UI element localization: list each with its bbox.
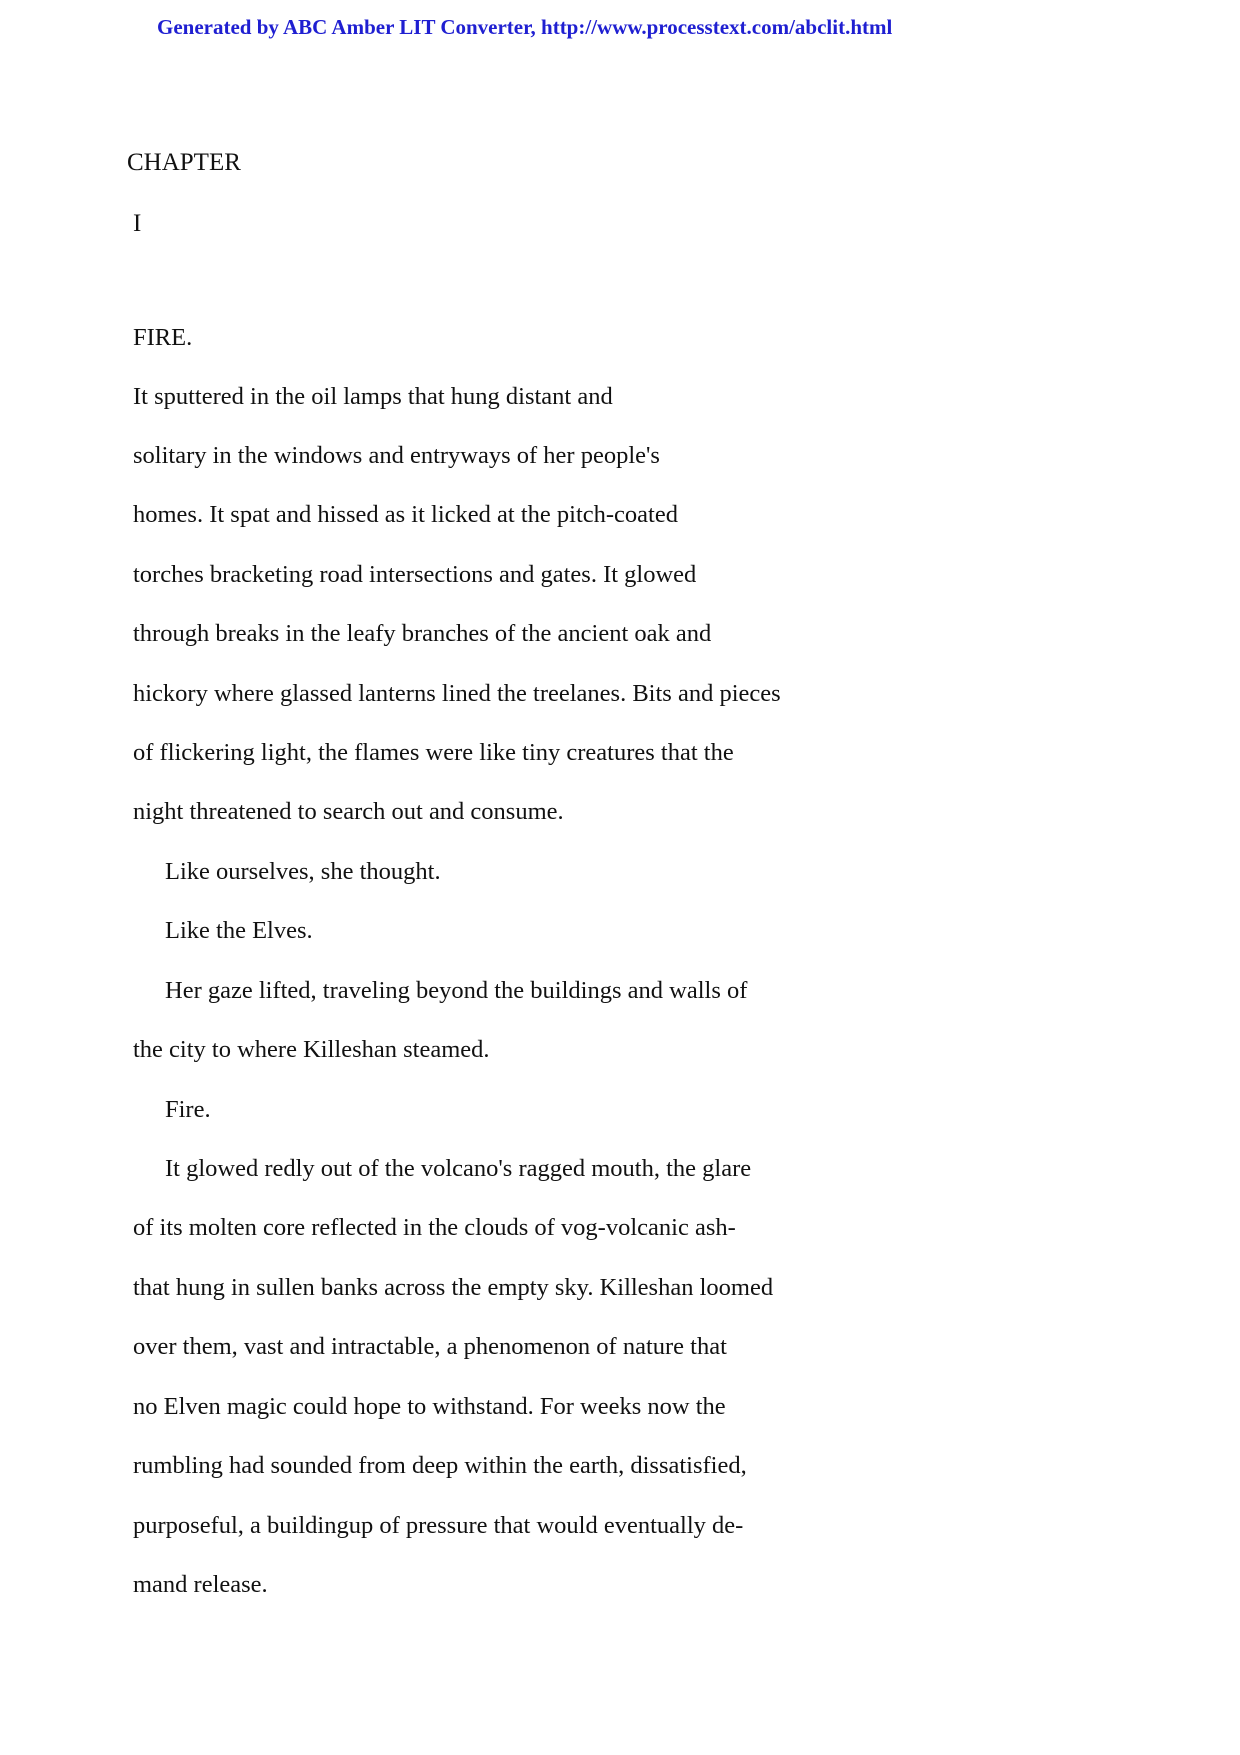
text-line: Fire. [165,1096,211,1123]
text-line: hickory where glassed lanterns lined the treelanes. Bits and pieces [133,680,781,707]
text-line: of its molten core reflected in the clouds of vog-volcanic ash- [133,1214,736,1241]
text-line: the city to where Killeshan steamed. [133,1036,490,1063]
text-line: Her gaze lifted, traveling beyond the buildings and walls of [165,977,748,1004]
text-line: that hung in sullen banks across the empty sky. Killeshan loomed [133,1274,774,1301]
converter-banner[interactable]: Generated by ABC Amber LIT Converter, http://www.processtext.com/abclit.html [157,15,893,39]
text-line: It glowed redly out of the volcano's ragged mouth, the glare [165,1155,752,1182]
text-line: of flickering light, the flames were like tiny creatures that the [133,739,734,766]
text-line: FIRE. [133,324,193,351]
text-line: no Elven magic could hope to withstand. For weeks now the [133,1393,726,1420]
text-line: Like ourselves, she thought. [165,858,441,885]
text-line: torches bracketing road intersections and gates. It glowed [133,561,697,588]
text-line: over them, vast and intractable, a phenomenon of nature that [133,1333,727,1360]
text-line: night threatened to search out and consume. [133,798,564,825]
text-line: rumbling had sounded from deep within the earth, dissatisfied, [133,1452,747,1479]
text-line: purposeful, a buildingup of pressure that would eventually de- [133,1512,744,1539]
text-line: solitary in the windows and entryways of her people's [133,442,660,469]
chapter-number: I [133,210,142,237]
text-line: through breaks in the leafy branches of the ancient oak and [133,620,712,647]
text-line: Like the Elves. [165,917,313,944]
text-line: mand release. [133,1571,268,1598]
chapter-label: CHAPTER [127,149,241,176]
text-line: It sputtered in the oil lamps that hung distant and [133,383,613,410]
text-line: homes. It spat and hissed as it licked at the pitch-coated [133,501,678,528]
